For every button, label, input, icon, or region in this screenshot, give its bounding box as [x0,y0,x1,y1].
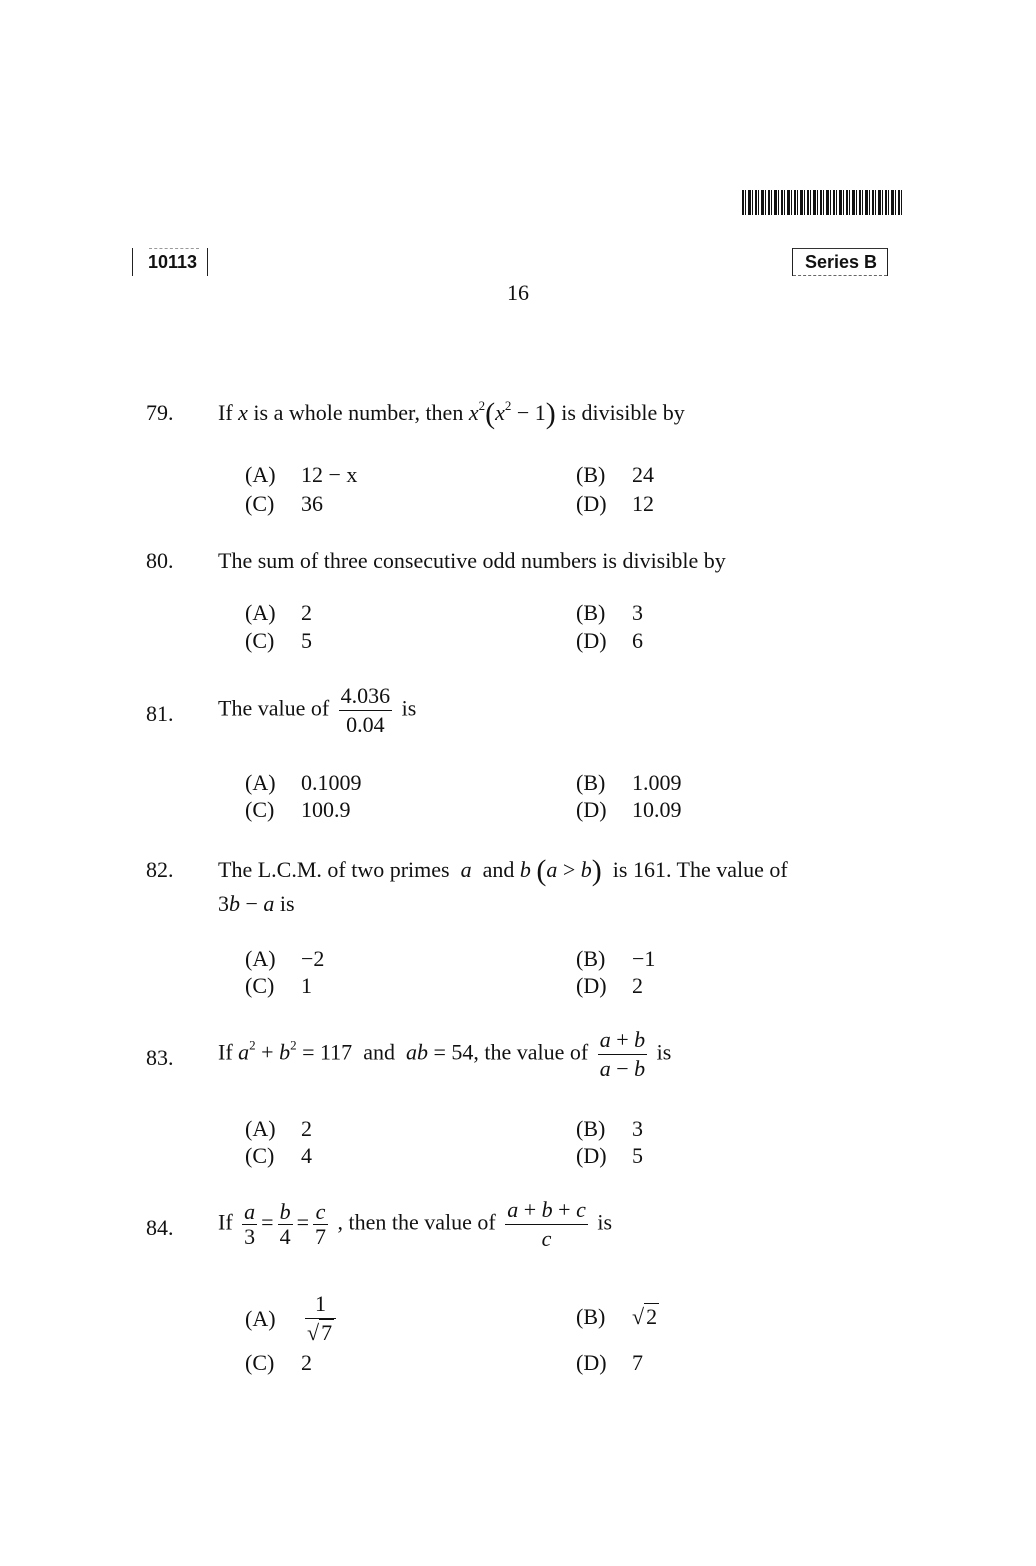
question-number: 80. [146,548,174,573]
option-d[interactable]: (D) 12 [576,491,654,516]
option-c[interactable]: (C) 100.9 [245,797,351,822]
question-stem: The sum of three consecutive odd numbers is divisible by [218,548,726,573]
option-b[interactable]: (B) 24 [576,462,654,487]
question-stem: If $\frac{a}{3}$ = $\frac{b}{4}$ = $\frac{c}{7}$ , then the value of $\frac{a + b + c}{c}$ is [218,1197,613,1251]
option-d[interactable]: (D) 6 [576,628,643,653]
option-a[interactable]: (A) 2 [245,1116,312,1141]
option-b[interactable]: (B) √2 [576,1304,658,1329]
series-label: Series B [792,248,888,276]
sqrt-icon: √ [632,1304,645,1329]
option-b[interactable]: (B) 1.009 [576,770,682,795]
page-number: 16 [507,280,529,305]
option-a[interactable]: (A) 2 [245,600,312,625]
question-stem: The L.C.M. of two primes a and b (a > b) is 161. The value of [218,854,788,887]
option-d[interactable]: (D) 10.09 [576,797,682,822]
question-number: 79. [146,400,174,425]
option-b[interactable]: (B) 3 [576,1116,643,1141]
option-b[interactable]: (B) 3 [576,600,643,625]
question-stem: If $a^2 + b^2 = 117$ and ab = 54, the value of $\frac{a + b}{a - b}$ is [218,1027,672,1081]
option-b[interactable]: (B) −1 [576,946,656,971]
option-c[interactable]: (C) 2 [245,1350,312,1375]
option-c[interactable]: (C) 1 [245,973,312,998]
option-a[interactable]: (A) 0.1009 [245,770,362,795]
question-stem: The value of $\frac{4.036}{0.04}$ is [218,683,417,737]
option-a[interactable]: (A) $\frac{1}{√7}$ [245,1290,340,1347]
option-d[interactable]: (D) 5 [576,1143,643,1168]
option-d[interactable]: (D) 7 [576,1350,643,1375]
option-c[interactable]: (C) 4 [245,1143,312,1168]
question-stem-line-2: 3b − a is [218,891,295,916]
question-number: 84. [146,1215,174,1240]
option-c[interactable]: (C) 36 [245,491,323,516]
option-d[interactable]: (D) 2 [576,973,643,998]
question-stem: If x is a whole number, then $x^2(x^2 - 1)$ is divisible by [218,397,685,430]
question-number: 83. [146,1045,174,1070]
question-number: 82. [146,857,174,882]
question-number: 81. [146,701,174,726]
option-c[interactable]: (C) 5 [245,628,312,653]
sqrt-icon: √ [307,1320,320,1345]
barcode [742,190,904,215]
paper-code: 10113 [132,248,208,276]
option-a[interactable]: (A) −2 [245,946,325,971]
option-a[interactable]: (A) 12 − x [245,462,358,487]
